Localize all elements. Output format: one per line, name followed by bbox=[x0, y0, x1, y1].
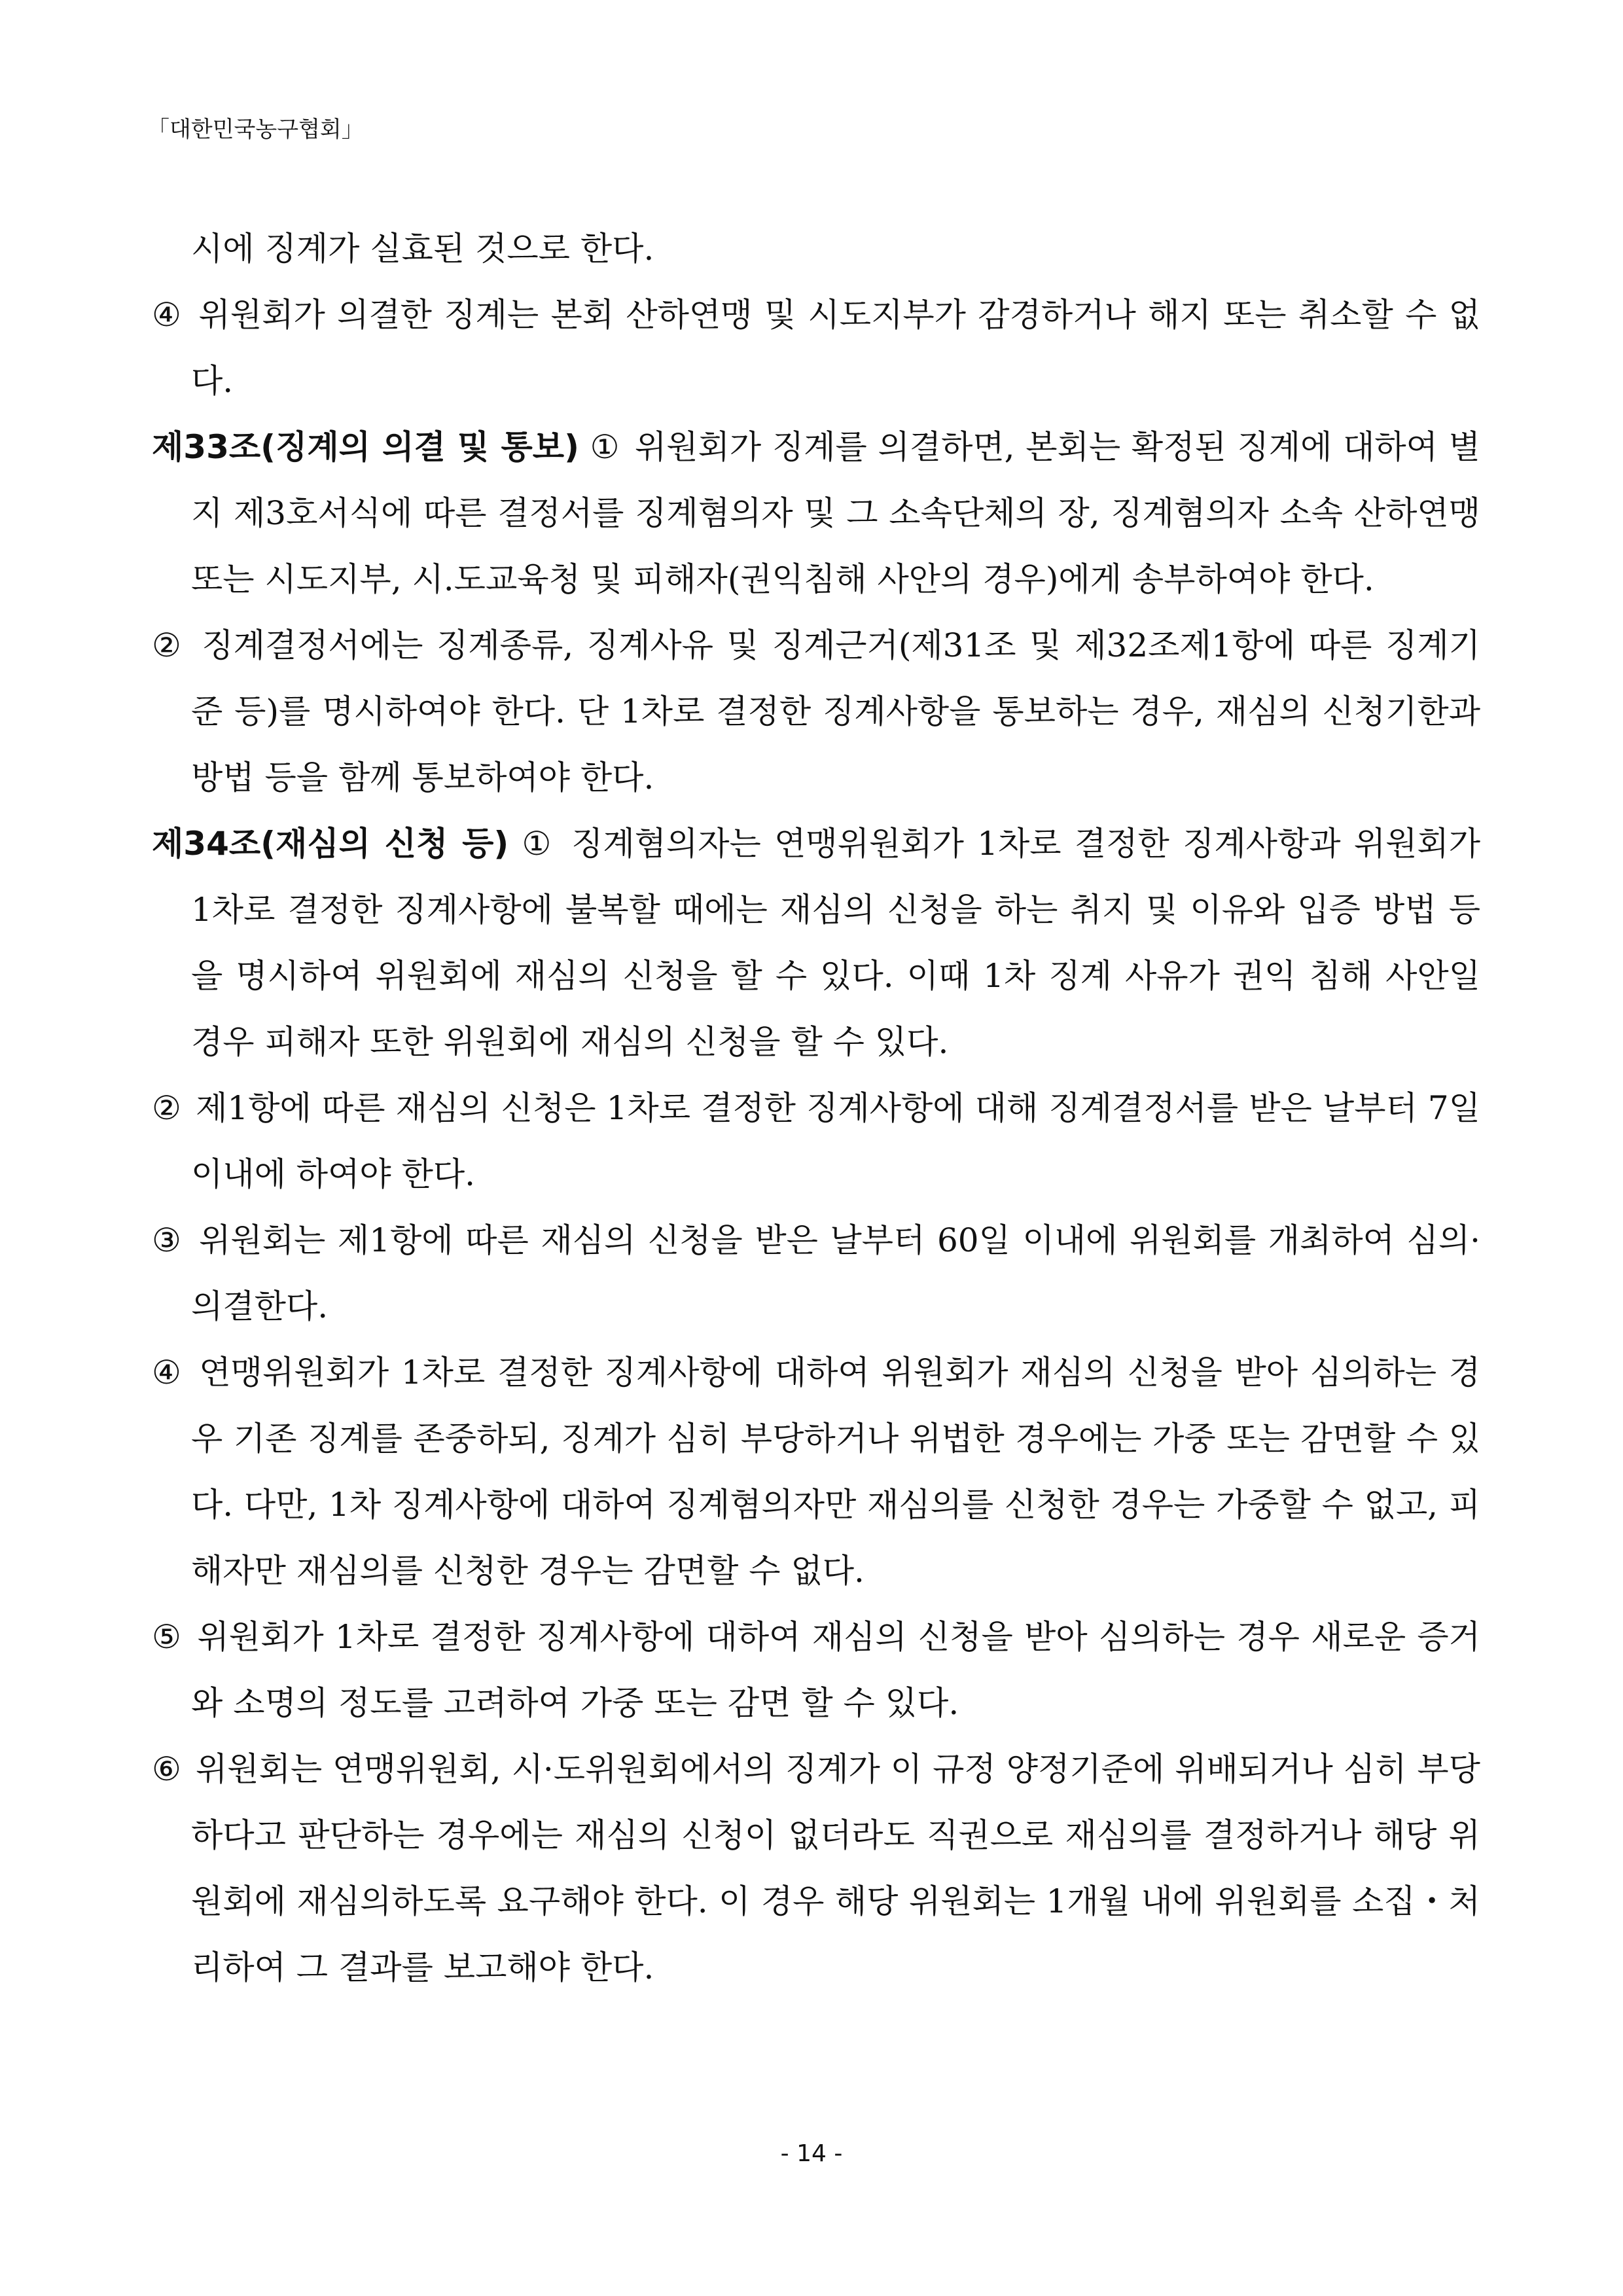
clause-marker: ④ bbox=[152, 296, 183, 334]
clause-text: 징계결정서에는 징계종류, 징계사유 및 징계근거(제31조 및 제32조제1항에 따른 징계기준 등)를 명시하여야 한다. 단 1차로 결정한 징계사항을 통보하는 경우, 재심의 신청기한과 방법 등을 함께 통보하여야 한다. bbox=[191, 626, 1480, 797]
clause-text: 연맹위원회가 1차로 결정한 징계사항에 대하여 위원회가 재심의 신청을 받아 심의하는 경우 기존 징계를 존중하되, 징계가 심히 부당하거나 위법한 경우에는 가중 또는 감면할 수 있다. 다만, 1차 징계사항에 대하여 징계혐의자만 재심의를 신청한 경우는 가중할 수 없고, 피해자만 재심의를 신청한 경우는 감면할 수 없다. bbox=[191, 1354, 1481, 1590]
clause-item bbox=[152, 1604, 1480, 1736]
clause-text: 징계혐의자는 연맹위원회가 1차로 결정한 징계사항과 위원회가 1차로 결정한 징계사항에 불복할 때에는 재심의 신청을 하는 취지 및 이유와 입증 방법 등을 명시하여 위원회에 재심의 신청을 할 수 있다. 이때 1차 징계 사유가 권익 침해 사안일 경우 피해자 또한 위원회에 재심의 신청을 할 수 있다. bbox=[191, 825, 1481, 1061]
article-title: 제34조(재심의 신청 등) bbox=[152, 825, 509, 863]
clause-marker: ⑥ bbox=[152, 1750, 181, 1788]
clause-text: 위원회는 제1항에 따른 재심의 신청을 받은 날부터 60일 이내에 위원회를 개최하여 심의·의결한다. bbox=[191, 1221, 1481, 1325]
clause-item bbox=[152, 1736, 1480, 2001]
clause-marker: ① bbox=[590, 428, 620, 466]
clause-text: 위원회는 연맹위원회, 시·도위원회에서의 징계가 이 규정 양정기준에 위배되거나 심히 부당하다고 판단하는 경우에는 재심의 신청이 없더라도 직권으로 재심의를 결정하거나 해당 위원회에 재심의하도록 요구해야 한다. 이 경우 해당 위원회는 1개월 내에 위원회를 소집・처리하여 그 결과를 보고해야 한다. bbox=[191, 1750, 1480, 1986]
article-33 bbox=[152, 414, 1480, 613]
article-34 bbox=[152, 811, 1480, 1075]
clause-item bbox=[152, 1075, 1480, 1208]
clause-marker: ② bbox=[152, 626, 185, 664]
clause-text: 위원회가 1차로 결정한 징계사항에 대하여 재심의 신청을 받아 심의하는 경우 새로운 증거와 소명의 정도를 고려하여 가중 또는 감면 할 수 있다. bbox=[191, 1618, 1480, 1722]
clause-item bbox=[152, 1208, 1480, 1340]
document-header: 「대한민국농구협회」 bbox=[147, 117, 364, 143]
clause-marker: ② bbox=[152, 1089, 182, 1127]
clause-item bbox=[152, 613, 1480, 811]
paragraph-text: 시에 징계가 실효된 것으로 한다. bbox=[191, 230, 654, 268]
clause-marker: ③ bbox=[152, 1221, 183, 1259]
clause-marker: ① bbox=[522, 825, 554, 863]
clause-text: 제1항에 따른 재심의 신청은 1차로 결정한 징계사항에 대해 징계결정서를 받은 날부터 7일 이내에 하여야 한다. bbox=[191, 1089, 1481, 1193]
clause-text: 위원회가 의결한 징계는 본회 산하연맹 및 시도지부가 감경하거나 해지 또는 취소할 수 없다. bbox=[191, 296, 1480, 400]
document-body bbox=[152, 216, 1480, 2001]
clause-marker: ④ bbox=[152, 1354, 183, 1391]
clause-item bbox=[152, 282, 1480, 414]
page-number: - 14 - bbox=[780, 2140, 843, 2167]
continuation-paragraph bbox=[152, 216, 1480, 282]
clause-item bbox=[152, 1340, 1480, 1604]
clause-marker: ⑤ bbox=[152, 1618, 183, 1656]
clause-text: 위원회가 징계를 의결하면, 본회는 확정된 징계에 대하여 별지 제3호서식에 따른 결정서를 징계혐의자 및 그 소속단체의 장, 징계혐의자 소속 산하연맹 또는 시도지부, 시.도교육청 및 피해자(권익침해 사안의 경우)에게 송부하여야 한다. bbox=[191, 428, 1480, 598]
article-title: 제33조(징계의 의결 및 통보) bbox=[152, 428, 579, 466]
